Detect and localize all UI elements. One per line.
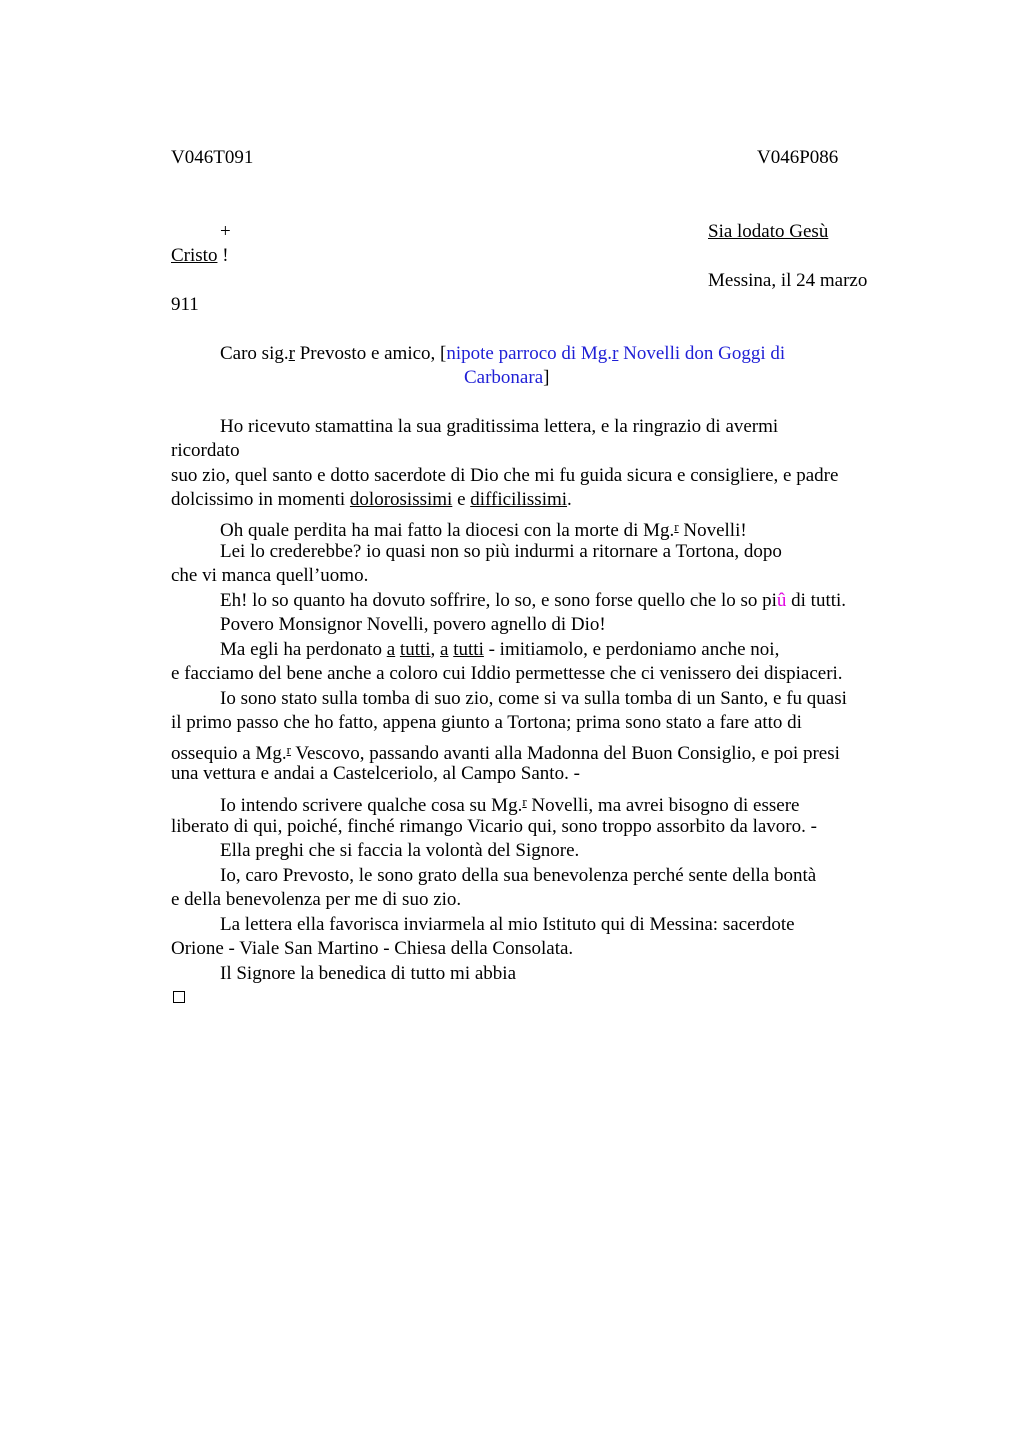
body-line: La lettera ella favorisca inviarmela al mio Istituto qui di Messina: sacerdote <box>220 914 795 935</box>
body-line: ricordato <box>171 440 240 461</box>
text-span: e <box>452 489 471 510</box>
text-span: Io intendo scrivere qualche cosa su Mg. <box>220 795 523 816</box>
end-marker-box <box>173 991 185 1003</box>
text-span: Novelli, ma avrei bisogno di essere <box>526 795 800 816</box>
editor-note-b: Novelli don Goggi di <box>618 343 786 364</box>
body-line: suo zio, quel santo e dotto sacerdote di Dio che mi fu guida sicura e consigliere, e padre <box>171 465 839 486</box>
greeting-line-1 <box>708 220 828 244</box>
text-span: Oh quale perdita ha mai fatto la diocesi con la morte di Mg. <box>220 520 675 541</box>
body-line: Ella preghi che si faccia la volontà del Signore. <box>220 840 580 861</box>
superscript-r: r <box>674 519 679 534</box>
underlined-word: a <box>386 639 396 660</box>
body-line: che vi manca quell’uomo. <box>171 565 369 586</box>
superscript-r: r <box>522 794 527 809</box>
address-sig-r: r <box>288 343 295 364</box>
address-opening: Caro sig. <box>220 343 289 364</box>
body-line: Il Signore la benedica di tutto mi abbia <box>220 963 517 984</box>
body-line: liberato di qui, poiché, finché rimango Vicario qui, sono troppo assorbito da lavoro. - <box>171 816 817 837</box>
text-span: Ma egli ha perdonato <box>220 639 387 660</box>
greeting-text: Sia lodato Gesù <box>708 221 829 242</box>
underlined-word: difficilissimi <box>470 489 568 510</box>
body-line <box>171 488 572 512</box>
underlined-word: a <box>440 639 449 660</box>
underlined-word: tutti <box>399 639 431 660</box>
body-line: Ho ricevuto stamattina la sua graditissima lettera, e la ringrazio di avermi <box>220 416 779 437</box>
text-span: - imitiamolo, e perdoniamo anche noi, <box>483 639 780 660</box>
body-line <box>220 638 779 662</box>
body-line: Orione - Viale San Martino - Chiesa della Consolata. <box>171 938 574 959</box>
body-line: Povero Monsignor Novelli, povero agnello di Dio! <box>220 614 606 635</box>
body-line <box>220 515 747 543</box>
editor-note-c: Carbonara <box>464 367 544 388</box>
address-line-2 <box>464 366 549 390</box>
close-bracket: ] <box>543 367 550 388</box>
year: 911 <box>171 294 199 315</box>
editor-note-a: nipote parroco di Mg. <box>446 343 613 364</box>
body-line: una vettura e andai a Castelceriolo, al Campo Santo. - <box>171 763 580 784</box>
greeting-line-2 <box>171 244 229 268</box>
underlined-word: tutti <box>453 639 484 660</box>
body-line: e della benevolenza per me di suo zio. <box>171 889 462 910</box>
body-line <box>220 790 799 818</box>
text-span: Vescovo, passando avanti alla Madonna del Buon Consiglio, e poi presi <box>290 743 840 764</box>
body-line: e facciamo del bene anche a coloro cui Iddio permettesse che ci venissero dei dispiaceri. <box>171 663 843 684</box>
greeting-cristo: Cristo <box>171 245 218 266</box>
editor-note <box>446 343 785 364</box>
address-line <box>220 342 785 366</box>
body-line: Io, caro Prevosto, le sono grato della sua benevolenza perché sente della bontà <box>220 865 817 886</box>
text-span: . <box>567 489 572 510</box>
underlined-word: dolorosissimi <box>349 489 453 510</box>
text-span: dolcissimo in momenti <box>171 489 350 510</box>
body-line: il primo passo che ho fatto, appena giunto a Tortona; prima sono stato a fare atto di <box>171 712 802 733</box>
text-span: di tutti. <box>786 590 847 611</box>
address-opening-rest: Prevosto e amico, [ <box>294 343 447 364</box>
text-span: Eh! lo so quanto ha dovuto soffrire, lo so, e sono forse quello che lo so pi <box>220 590 777 611</box>
text-span: , <box>430 639 441 660</box>
body-line: Io sono stato sulla tomba di suo zio, come si va sulla tomba di un Santo, e fu quasi <box>220 688 847 709</box>
body-line <box>220 589 846 613</box>
place-date: Messina, il 24 marzo <box>708 270 868 291</box>
text-span: ossequio a Mg. <box>171 743 287 764</box>
cross-symbol: + <box>220 221 231 242</box>
body-line: Lei lo crederebbe? io quasi non so più indurmi a ritornare a Tortona, dopo <box>220 541 782 562</box>
superscript-r: r <box>286 742 291 757</box>
text-span: Novelli! <box>678 520 747 541</box>
greeting-exclamation: ! <box>217 245 229 266</box>
document-code-left: V046T091 <box>171 147 254 168</box>
highlighted-char: û <box>776 590 787 611</box>
document-code-right: V046P086 <box>757 147 839 168</box>
editor-note-r: r <box>612 343 619 364</box>
